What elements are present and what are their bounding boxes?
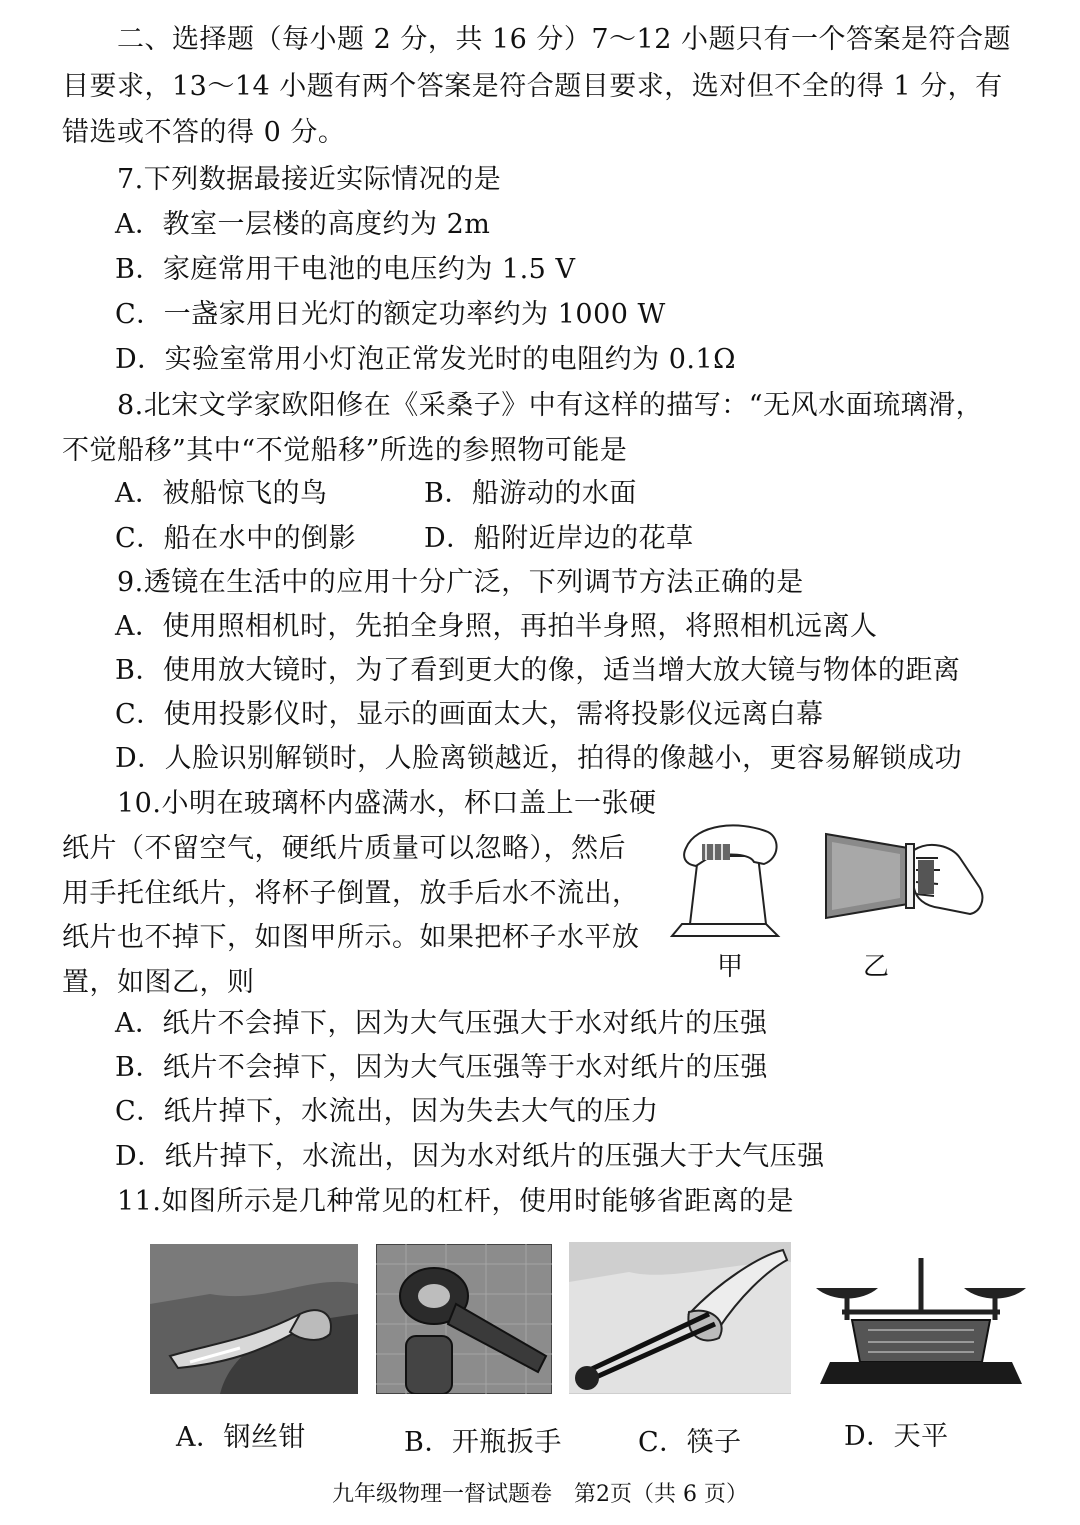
q7-stem: 7.下列数据最接近实际情况的是 [117,164,502,195]
q9-option-c: C．使用投影仪时，显示的画面太大，需将投影仪远离白幕 [115,699,824,730]
lever-photo-balance [812,1250,1030,1396]
q7-option-a: A．教室一层楼的高度约为 2m [115,209,491,240]
q11-stem: 11.如图所示是几种常见的杠杆，使用时能够省距离的是 [117,1186,794,1217]
section-heading-line-1: 二、选择题（每小题 2 分，共 16 分）7～12 小题只有一个答案是符合题 [117,24,1011,55]
q10-option-b: B．纸片不会掉下，因为大气压强等于水对纸片的压强 [115,1052,768,1083]
q8-stem-line-1: 8.北宋文学家欧阳修在《采桑子》中有这样的描写：“无风水面琉璃滑， [117,390,984,421]
figure-jia-caption: 甲 [717,952,744,982]
q9-option-b: B．使用放大镜时，为了看到更大的像，适当增大放大镜与物体的距离 [115,655,961,686]
section-heading-line-3: 错选或不答的得 0 分。 [62,117,346,148]
q8-stem-line-2: 不觉船移”其中“不觉船移”所选的参照物可能是 [62,435,628,466]
q10-option-d: D．纸片掉下，水流出，因为水对纸片的压强大于大气压强 [115,1141,825,1172]
q11-option-b: B．开瓶扳手 [404,1427,562,1458]
q10-stem-line-1: 10.小明在玻璃杯内盛满水，杯口盖上一张硬 [117,788,657,819]
q8-option-a: A．被船惊飞的鸟 [115,478,328,509]
q7-option-c: C．一盏家用日光灯的额定功率约为 1000 W [115,299,666,330]
q9-option-d: D．人脸识别解锁时，人脸离锁越近，拍得的像越小，更容易解锁成功 [115,743,963,774]
q10-stem-line-5: 置，如图乙，则 [62,967,255,998]
section-heading-line-2: 目要求，13～14 小题有两个答案是符合题目要求，选对但不全的得 1 分，有 [62,71,1003,102]
q10-stem-line-3: 用手托住纸片，将杯子倒置，放手后水不流出， [62,878,640,909]
lever-photo-bottle-opener [376,1244,552,1394]
q8-option-b: B．船游动的水面 [424,478,637,509]
lever-photo-pliers [150,1244,358,1394]
q7-option-b: B．家庭常用干电池的电压约为 1.5 V [115,254,576,285]
q8-option-d: D．船附近岸边的花草 [424,523,694,554]
lever-photo-chopsticks [569,1242,791,1394]
q8-option-c: C．船在水中的倒影 [115,523,357,554]
q11-option-d: D．天平 [844,1421,949,1452]
figure-yi-horizontal-cup [820,828,990,928]
q7-option-d: D．实验室常用小灯泡正常发光时的电阻约为 0.1Ω [115,344,737,375]
q9-stem: 9.透镜在生活中的应用十分广泛，下列调节方法正确的是 [117,567,804,598]
q9-option-a: A．使用照相机时，先拍全身照，再拍半身照，将照相机远离人 [115,611,878,642]
q11-option-c: C．筷子 [638,1427,742,1458]
page-footer: 九年级物理一督试题卷 第2页（共 6 页） [332,1482,748,1507]
figure-jia-inverted-cup [668,818,788,948]
q10-stem-line-2: 纸片（不留空气，硬纸片质量可以忽略），然后 [62,833,626,864]
q10-option-c: C．纸片掉下，水流出，因为失去大气的压力 [115,1096,659,1127]
q11-option-a: A．钢丝钳 [176,1422,306,1453]
q10-stem-line-4: 纸片也不掉下，如图甲所示。如果把杯子水平放 [62,922,640,953]
figure-yi-caption: 乙 [863,952,890,982]
q10-option-a: A．纸片不会掉下，因为大气压强大于水对纸片的压强 [115,1008,768,1039]
